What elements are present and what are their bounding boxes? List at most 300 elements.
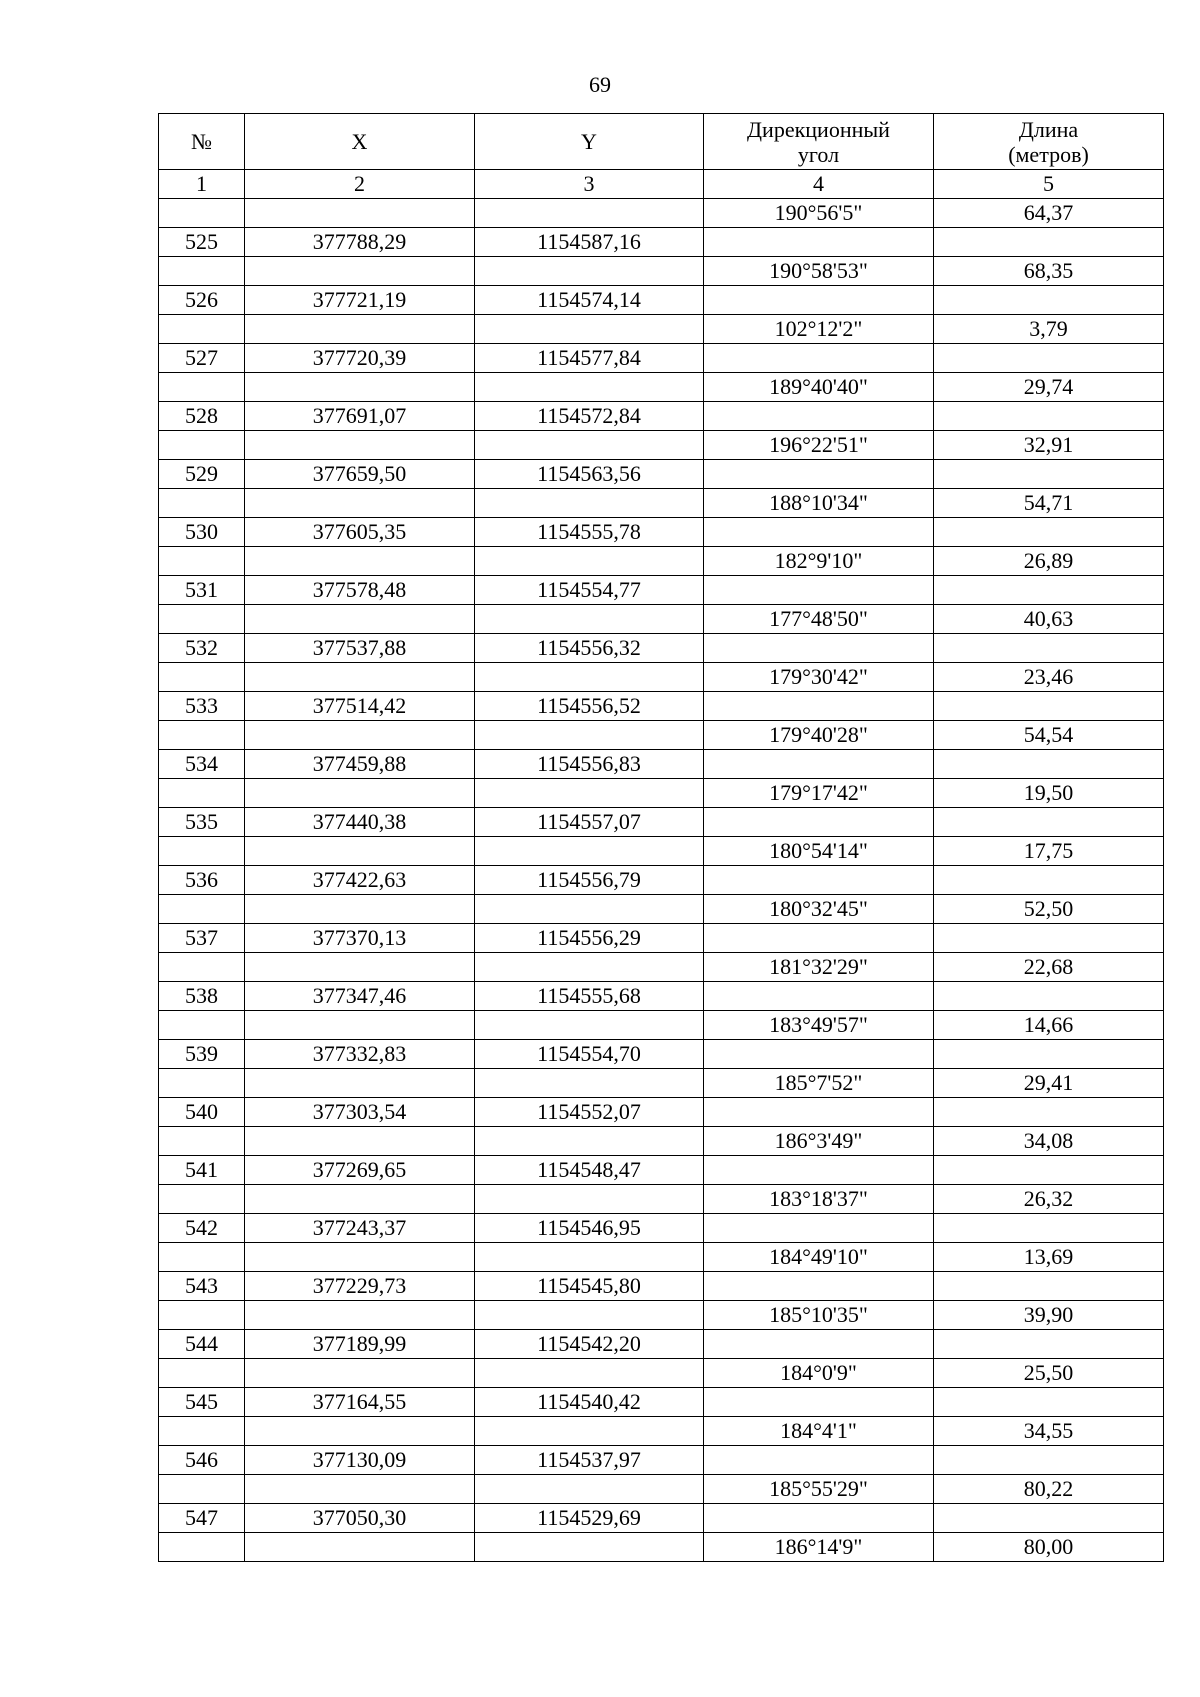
- bearing-angle-cell: 189°40'40": [704, 373, 934, 402]
- length-cell: [934, 1098, 1164, 1127]
- point-number-cell: [159, 1185, 245, 1214]
- point-number-cell: [159, 895, 245, 924]
- point-number-cell: 538: [159, 982, 245, 1011]
- point-number-cell: 530: [159, 518, 245, 547]
- y-coordinate-cell: [475, 1301, 704, 1330]
- table-row: [159, 489, 1164, 518]
- x-coordinate-cell: [245, 1011, 475, 1040]
- table-row: [159, 286, 1164, 315]
- x-coordinate-cell: 377459,88: [245, 750, 475, 779]
- bearing-angle-cell: 102°12'2": [704, 315, 934, 344]
- x-coordinate-cell: 377578,48: [245, 576, 475, 605]
- point-number-cell: [159, 315, 245, 344]
- table-row: [159, 402, 1164, 431]
- x-coordinate-cell: 377370,13: [245, 924, 475, 953]
- table-row: [159, 808, 1164, 837]
- bearing-angle-cell: 190°56'5": [704, 199, 934, 228]
- point-number-cell: [159, 721, 245, 750]
- length-cell: 80,00: [934, 1533, 1164, 1562]
- length-cell: 26,89: [934, 547, 1164, 576]
- length-cell: [934, 576, 1164, 605]
- table-row: [159, 1243, 1164, 1272]
- y-coordinate-cell: 1154574,14: [475, 286, 704, 315]
- bearing-angle-cell: 177°48'50": [704, 605, 934, 634]
- column-number: 2: [245, 170, 475, 199]
- bearing-angle-cell: [704, 634, 934, 663]
- point-number-cell: [159, 1011, 245, 1040]
- y-coordinate-cell: 1154557,07: [475, 808, 704, 837]
- length-cell: 32,91: [934, 431, 1164, 460]
- bearing-angle-cell: [704, 1214, 934, 1243]
- table-row: [159, 1359, 1164, 1388]
- y-coordinate-cell: 1154563,56: [475, 460, 704, 489]
- point-number-cell: [159, 373, 245, 402]
- point-number-cell: 544: [159, 1330, 245, 1359]
- table-row: [159, 721, 1164, 750]
- y-coordinate-cell: [475, 199, 704, 228]
- bearing-angle-cell: 179°17'42": [704, 779, 934, 808]
- y-coordinate-cell: 1154555,78: [475, 518, 704, 547]
- column-number-row: [159, 170, 1164, 199]
- length-cell: 52,50: [934, 895, 1164, 924]
- point-number-cell: 535: [159, 808, 245, 837]
- y-coordinate-cell: 1154587,16: [475, 228, 704, 257]
- bearing-angle-cell: 185°55'29": [704, 1475, 934, 1504]
- column-number: 3: [475, 170, 704, 199]
- y-coordinate-cell: 1154540,42: [475, 1388, 704, 1417]
- x-coordinate-cell: 377721,19: [245, 286, 475, 315]
- point-number-cell: [159, 605, 245, 634]
- bearing-angle-cell: [704, 402, 934, 431]
- y-coordinate-cell: 1154577,84: [475, 344, 704, 373]
- y-coordinate-cell: [475, 895, 704, 924]
- y-coordinate-cell: [475, 1533, 704, 1562]
- length-cell: [934, 1272, 1164, 1301]
- table-row: [159, 518, 1164, 547]
- length-cell: [934, 634, 1164, 663]
- table-row: [159, 779, 1164, 808]
- y-coordinate-cell: [475, 1069, 704, 1098]
- x-coordinate-cell: 377537,88: [245, 634, 475, 663]
- point-number-cell: [159, 837, 245, 866]
- table-row: [159, 634, 1164, 663]
- point-number-cell: 547: [159, 1504, 245, 1533]
- bearing-angle-cell: 186°3'49": [704, 1127, 934, 1156]
- length-cell: [934, 402, 1164, 431]
- length-cell: 25,50: [934, 1359, 1164, 1388]
- bearing-angle-cell: [704, 1272, 934, 1301]
- y-coordinate-cell: [475, 315, 704, 344]
- x-coordinate-cell: 377347,46: [245, 982, 475, 1011]
- table-row: [159, 953, 1164, 982]
- length-cell: [934, 1214, 1164, 1243]
- length-cell: [934, 750, 1164, 779]
- length-cell: [934, 866, 1164, 895]
- y-coordinate-cell: 1154529,69: [475, 1504, 704, 1533]
- point-number-cell: 539: [159, 1040, 245, 1069]
- length-cell: [934, 924, 1164, 953]
- point-number-cell: [159, 953, 245, 982]
- x-coordinate-cell: 377691,07: [245, 402, 475, 431]
- point-number-cell: [159, 257, 245, 286]
- point-number-cell: [159, 779, 245, 808]
- length-cell: 80,22: [934, 1475, 1164, 1504]
- x-coordinate-cell: 377514,42: [245, 692, 475, 721]
- x-coordinate-cell: 377050,30: [245, 1504, 475, 1533]
- bearing-angle-cell: 186°14'9": [704, 1533, 934, 1562]
- table-row: [159, 431, 1164, 460]
- point-number-cell: 531: [159, 576, 245, 605]
- length-cell: [934, 1040, 1164, 1069]
- table-row: [159, 1388, 1164, 1417]
- point-number-cell: [159, 1533, 245, 1562]
- length-cell: 22,68: [934, 953, 1164, 982]
- y-coordinate-cell: 1154556,79: [475, 866, 704, 895]
- point-number-cell: [159, 1301, 245, 1330]
- point-number-cell: 534: [159, 750, 245, 779]
- header-x: X: [245, 114, 475, 170]
- y-coordinate-cell: [475, 953, 704, 982]
- bearing-angle-cell: [704, 1504, 934, 1533]
- bearing-angle-cell: [704, 808, 934, 837]
- length-cell: 23,46: [934, 663, 1164, 692]
- point-number-cell: 546: [159, 1446, 245, 1475]
- x-coordinate-cell: [245, 315, 475, 344]
- length-cell: 64,37: [934, 199, 1164, 228]
- x-coordinate-cell: 377422,63: [245, 866, 475, 895]
- table-row: [159, 663, 1164, 692]
- table-row: [159, 1417, 1164, 1446]
- table-row: [159, 1446, 1164, 1475]
- bearing-angle-cell: [704, 344, 934, 373]
- length-cell: 3,79: [934, 315, 1164, 344]
- table-row: [159, 257, 1164, 286]
- bearing-angle-cell: 182°9'10": [704, 547, 934, 576]
- y-coordinate-cell: 1154554,77: [475, 576, 704, 605]
- column-number: 4: [704, 170, 934, 199]
- bearing-angle-cell: 185°10'35": [704, 1301, 934, 1330]
- column-number: 1: [159, 170, 245, 199]
- table-row: [159, 576, 1164, 605]
- header-row: [159, 114, 1164, 170]
- table-row: [159, 837, 1164, 866]
- length-cell: 13,69: [934, 1243, 1164, 1272]
- y-coordinate-cell: 1154556,52: [475, 692, 704, 721]
- y-coordinate-cell: [475, 257, 704, 286]
- length-cell: 26,32: [934, 1185, 1164, 1214]
- x-coordinate-cell: [245, 721, 475, 750]
- table-row: [159, 924, 1164, 953]
- length-cell: [934, 1504, 1164, 1533]
- table-row: [159, 344, 1164, 373]
- y-coordinate-cell: 1154556,29: [475, 924, 704, 953]
- length-cell: 29,41: [934, 1069, 1164, 1098]
- x-coordinate-cell: 377440,38: [245, 808, 475, 837]
- y-coordinate-cell: [475, 1475, 704, 1504]
- bearing-angle-cell: [704, 692, 934, 721]
- x-coordinate-cell: 377332,83: [245, 1040, 475, 1069]
- point-number-cell: 529: [159, 460, 245, 489]
- length-cell: 68,35: [934, 257, 1164, 286]
- x-coordinate-cell: 377243,37: [245, 1214, 475, 1243]
- table-row: [159, 750, 1164, 779]
- length-cell: 14,66: [934, 1011, 1164, 1040]
- bearing-angle-cell: 190°58'53": [704, 257, 934, 286]
- x-coordinate-cell: [245, 1475, 475, 1504]
- table-row: [159, 1504, 1164, 1533]
- x-coordinate-cell: [245, 489, 475, 518]
- length-cell: [934, 1388, 1164, 1417]
- table-row: [159, 547, 1164, 576]
- y-coordinate-cell: 1154572,84: [475, 402, 704, 431]
- x-coordinate-cell: [245, 663, 475, 692]
- y-coordinate-cell: [475, 779, 704, 808]
- length-cell: 54,54: [934, 721, 1164, 750]
- table-row: [159, 1011, 1164, 1040]
- length-cell: 29,74: [934, 373, 1164, 402]
- y-coordinate-cell: 1154556,32: [475, 634, 704, 663]
- x-coordinate-cell: [245, 199, 475, 228]
- bearing-angle-cell: 183°49'57": [704, 1011, 934, 1040]
- header-no: №: [159, 114, 245, 170]
- header-length-line2: (метров): [1008, 141, 1089, 167]
- header-angle: [704, 114, 934, 170]
- point-number-cell: 527: [159, 344, 245, 373]
- table-row: [159, 866, 1164, 895]
- y-coordinate-cell: [475, 1185, 704, 1214]
- point-number-cell: 537: [159, 924, 245, 953]
- bearing-angle-cell: 181°32'29": [704, 953, 934, 982]
- bearing-angle-cell: 196°22'51": [704, 431, 934, 460]
- x-coordinate-cell: [245, 1243, 475, 1272]
- length-cell: 17,75: [934, 837, 1164, 866]
- x-coordinate-cell: 377269,65: [245, 1156, 475, 1185]
- point-number-cell: [159, 1359, 245, 1388]
- bearing-angle-cell: 183°18'37": [704, 1185, 934, 1214]
- header-angle-line1: Дирекционный: [747, 116, 890, 142]
- length-cell: [934, 692, 1164, 721]
- column-number: 5: [934, 170, 1164, 199]
- point-number-cell: [159, 1417, 245, 1446]
- x-coordinate-cell: [245, 1069, 475, 1098]
- x-coordinate-cell: [245, 1127, 475, 1156]
- header-y: Y: [475, 114, 704, 170]
- length-cell: 34,08: [934, 1127, 1164, 1156]
- table-row: [159, 895, 1164, 924]
- x-coordinate-cell: [245, 1417, 475, 1446]
- y-coordinate-cell: [475, 1243, 704, 1272]
- x-coordinate-cell: 377788,29: [245, 228, 475, 257]
- bearing-angle-cell: [704, 750, 934, 779]
- y-coordinate-cell: 1154552,07: [475, 1098, 704, 1127]
- x-coordinate-cell: [245, 837, 475, 866]
- length-cell: 54,71: [934, 489, 1164, 518]
- point-number-cell: 526: [159, 286, 245, 315]
- bearing-angle-cell: 179°30'42": [704, 663, 934, 692]
- x-coordinate-cell: [245, 257, 475, 286]
- point-number-cell: [159, 663, 245, 692]
- x-coordinate-cell: 377303,54: [245, 1098, 475, 1127]
- point-number-cell: [159, 1243, 245, 1272]
- bearing-angle-cell: [704, 1098, 934, 1127]
- table-row: [159, 1127, 1164, 1156]
- length-cell: [934, 982, 1164, 1011]
- table-row: [159, 315, 1164, 344]
- y-coordinate-cell: [475, 1011, 704, 1040]
- bearing-angle-cell: [704, 518, 934, 547]
- y-coordinate-cell: [475, 373, 704, 402]
- table-row: [159, 1098, 1164, 1127]
- table-row: [159, 1330, 1164, 1359]
- y-coordinate-cell: 1154556,83: [475, 750, 704, 779]
- page-number: 69: [589, 72, 611, 97]
- bearing-angle-cell: [704, 982, 934, 1011]
- y-coordinate-cell: [475, 837, 704, 866]
- x-coordinate-cell: [245, 373, 475, 402]
- point-number-cell: [159, 1069, 245, 1098]
- length-cell: [934, 518, 1164, 547]
- length-cell: [934, 1156, 1164, 1185]
- length-cell: 39,90: [934, 1301, 1164, 1330]
- x-coordinate-cell: [245, 1301, 475, 1330]
- y-coordinate-cell: [475, 431, 704, 460]
- point-number-cell: [159, 1127, 245, 1156]
- length-cell: [934, 1446, 1164, 1475]
- table-row: [159, 982, 1164, 1011]
- table-row: [159, 692, 1164, 721]
- x-coordinate-cell: [245, 953, 475, 982]
- x-coordinate-cell: 377189,99: [245, 1330, 475, 1359]
- x-coordinate-cell: 377605,35: [245, 518, 475, 547]
- header-length: [934, 114, 1164, 170]
- table-row: [159, 1533, 1164, 1562]
- bearing-angle-cell: [704, 1388, 934, 1417]
- bearing-angle-cell: 180°54'14": [704, 837, 934, 866]
- x-coordinate-cell: [245, 547, 475, 576]
- table-row: [159, 199, 1164, 228]
- bearing-angle-cell: 184°49'10": [704, 1243, 934, 1272]
- x-coordinate-cell: 377720,39: [245, 344, 475, 373]
- point-number-cell: [159, 431, 245, 460]
- point-number-cell: 533: [159, 692, 245, 721]
- point-number-cell: 545: [159, 1388, 245, 1417]
- x-coordinate-cell: 377130,09: [245, 1446, 475, 1475]
- point-number-cell: 541: [159, 1156, 245, 1185]
- table-row: [159, 1272, 1164, 1301]
- point-number-cell: [159, 547, 245, 576]
- x-coordinate-cell: [245, 895, 475, 924]
- table-row: [159, 1185, 1164, 1214]
- bearing-angle-cell: 184°0'9": [704, 1359, 934, 1388]
- x-coordinate-cell: [245, 779, 475, 808]
- y-coordinate-cell: 1154545,80: [475, 1272, 704, 1301]
- header-length-line1: Длина: [1018, 116, 1079, 142]
- y-coordinate-cell: [475, 1417, 704, 1446]
- bearing-angle-cell: 184°4'1": [704, 1417, 934, 1446]
- table-row: [159, 605, 1164, 634]
- table-row: [159, 373, 1164, 402]
- point-number-cell: 543: [159, 1272, 245, 1301]
- y-coordinate-cell: [475, 547, 704, 576]
- bearing-angle-cell: [704, 866, 934, 895]
- x-coordinate-cell: 377164,55: [245, 1388, 475, 1417]
- bearing-angle-cell: 188°10'34": [704, 489, 934, 518]
- table-row: [159, 1475, 1164, 1504]
- length-cell: [934, 344, 1164, 373]
- y-coordinate-cell: [475, 489, 704, 518]
- x-coordinate-cell: [245, 1533, 475, 1562]
- table-row: [159, 1214, 1164, 1243]
- x-coordinate-cell: [245, 431, 475, 460]
- y-coordinate-cell: [475, 1127, 704, 1156]
- bearing-angle-cell: [704, 1040, 934, 1069]
- point-number-cell: 540: [159, 1098, 245, 1127]
- y-coordinate-cell: [475, 1359, 704, 1388]
- table-row: [159, 1156, 1164, 1185]
- bearing-angle-cell: 185°7'52": [704, 1069, 934, 1098]
- point-number-cell: [159, 199, 245, 228]
- table-row: [159, 228, 1164, 257]
- y-coordinate-cell: [475, 721, 704, 750]
- bearing-angle-cell: [704, 1330, 934, 1359]
- y-coordinate-cell: 1154548,47: [475, 1156, 704, 1185]
- y-coordinate-cell: 1154537,97: [475, 1446, 704, 1475]
- table-row: [159, 1069, 1164, 1098]
- table-row: [159, 460, 1164, 489]
- point-number-cell: 532: [159, 634, 245, 663]
- bearing-angle-cell: [704, 1446, 934, 1475]
- y-coordinate-cell: 1154546,95: [475, 1214, 704, 1243]
- bearing-angle-cell: [704, 576, 934, 605]
- length-cell: 34,55: [934, 1417, 1164, 1446]
- bearing-angle-cell: 180°32'45": [704, 895, 934, 924]
- table-row: [159, 1040, 1164, 1069]
- bearing-angle-cell: [704, 460, 934, 489]
- y-coordinate-cell: [475, 605, 704, 634]
- point-number-cell: [159, 1475, 245, 1504]
- length-cell: [934, 228, 1164, 257]
- length-cell: 19,50: [934, 779, 1164, 808]
- x-coordinate-cell: [245, 1185, 475, 1214]
- y-coordinate-cell: 1154554,70: [475, 1040, 704, 1069]
- length-cell: [934, 460, 1164, 489]
- bearing-angle-cell: [704, 286, 934, 315]
- length-cell: [934, 808, 1164, 837]
- x-coordinate-cell: [245, 1359, 475, 1388]
- bearing-angle-cell: [704, 228, 934, 257]
- length-cell: 40,63: [934, 605, 1164, 634]
- x-coordinate-cell: [245, 605, 475, 634]
- point-number-cell: 536: [159, 866, 245, 895]
- y-coordinate-cell: [475, 663, 704, 692]
- bearing-angle-cell: 179°40'28": [704, 721, 934, 750]
- x-coordinate-cell: 377659,50: [245, 460, 475, 489]
- y-coordinate-cell: 1154542,20: [475, 1330, 704, 1359]
- header-angle-line2: угол: [797, 141, 840, 167]
- bearing-angle-cell: [704, 924, 934, 953]
- point-number-cell: 542: [159, 1214, 245, 1243]
- length-cell: [934, 1330, 1164, 1359]
- point-number-cell: 528: [159, 402, 245, 431]
- point-number-cell: [159, 489, 245, 518]
- point-number-cell: 525: [159, 228, 245, 257]
- y-coordinate-cell: 1154555,68: [475, 982, 704, 1011]
- bearing-angle-cell: [704, 1156, 934, 1185]
- length-cell: [934, 286, 1164, 315]
- coordinates-table: [158, 113, 1164, 1562]
- x-coordinate-cell: 377229,73: [245, 1272, 475, 1301]
- table-row: [159, 1301, 1164, 1330]
